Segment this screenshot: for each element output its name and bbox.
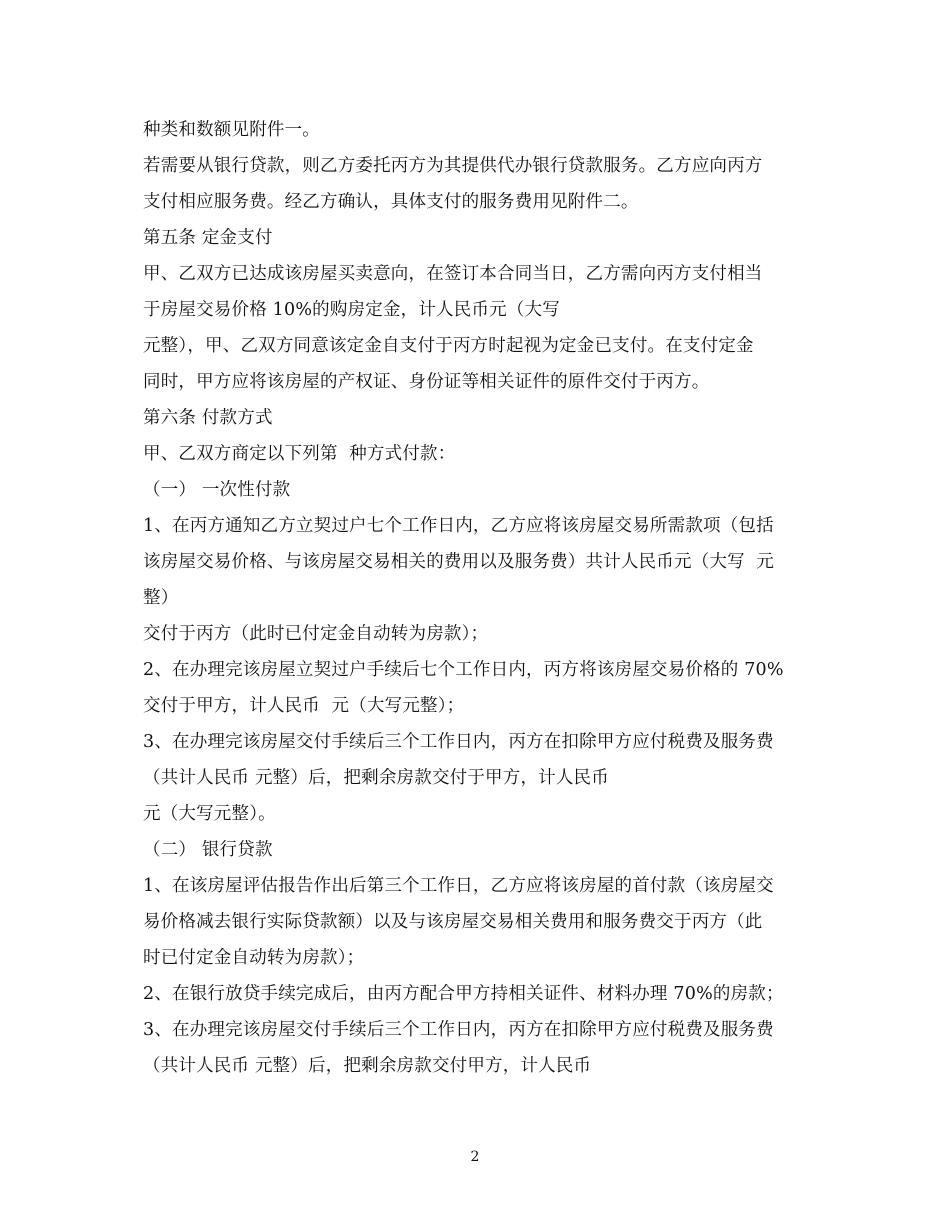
text-line: 2、在办理完该房屋立契过户手续后七个工作日内，丙方将该房屋交易价格的 70% [143, 660, 784, 680]
text-line: 元（大写元整）。 [143, 804, 276, 824]
text-line: （共计人民币 元整）后，把剩余房款交付甲方，计人民币 [143, 1056, 592, 1076]
text-line: 2、在银行放贷手续完成后，由丙方配合甲方持相关证件、材料办理 70%的房款； [143, 984, 784, 1004]
text-line: 于房屋交易价格 10%的购房定金，计人民币元（大写 [143, 300, 560, 320]
section-heading-article-6: 第六条 付款方式 [143, 408, 273, 428]
text-line: 支付相应服务费。经乙方确认，具体支付的服务费用见附件二。 [143, 192, 639, 212]
text-line: 3、在办理完该房屋交付手续后三个工作日内，丙方在扣除甲方应付税费及服务费 [143, 732, 774, 752]
text-line: 甲、乙双方商定以下列第 种方式付款： [143, 444, 456, 464]
text-line: 易价格减去银行实际贷款额）以及与该房屋交易相关费用和服务费交于丙方（此 [143, 912, 763, 932]
section-heading-article-5: 第五条 定金支付 [143, 228, 273, 248]
text-line: （共计人民币 元整）后，把剩余房款交付于甲方，计人民币 [143, 768, 609, 788]
text-line: 同时，甲方应将该房屋的产权证、身份证等相关证件的原件交付于丙方。 [143, 372, 710, 392]
text-line: 元整），甲、乙双方同意该定金自支付于丙方时起视为定金已支付。在支付定金 [143, 336, 754, 356]
text-line: 交付于丙方（此时已付定金自动转为房款）； [143, 624, 489, 644]
text-line: 时已付定金自动转为房款）； [143, 948, 365, 968]
subsection-heading-lump-sum: （一） 一次性付款 [143, 480, 291, 500]
subsection-heading-bank-loan: （二） 银行贷款 [143, 840, 273, 860]
text-line: 该房屋交易价格、与该房屋交易相关的费用以及服务费）共计人民币元（大写 元 [143, 552, 775, 572]
text-line: 1、在该房屋评估报告作出后第三个工作日，乙方应将该房屋的首付款（该房屋交 [143, 876, 774, 896]
page-number: 2 [470, 1149, 480, 1165]
text-line: 整） [143, 588, 179, 608]
text-line: 1、在丙方通知乙方立契过户七个工作日内，乙方应将该房屋交易所需款项（包括 [143, 516, 774, 536]
text-line: 甲、乙双方已达成该房屋买卖意向，在签订本合同当日，乙方需向丙方支付相当 [143, 264, 763, 284]
body-text [143, 112, 813, 1084]
text-line: 种类和数额见附件一。 [143, 120, 320, 140]
text-line: 交付于甲方，计人民币 元（大写元整）； [143, 696, 465, 716]
text-line: 若需要从银行贷款，则乙方委托丙方为其提供代办银行贷款服务。乙方应向丙方 [143, 156, 763, 176]
text-line: 3、在办理完该房屋交付手续后三个工作日内，丙方在扣除甲方应付税费及服务费 [143, 1020, 774, 1040]
